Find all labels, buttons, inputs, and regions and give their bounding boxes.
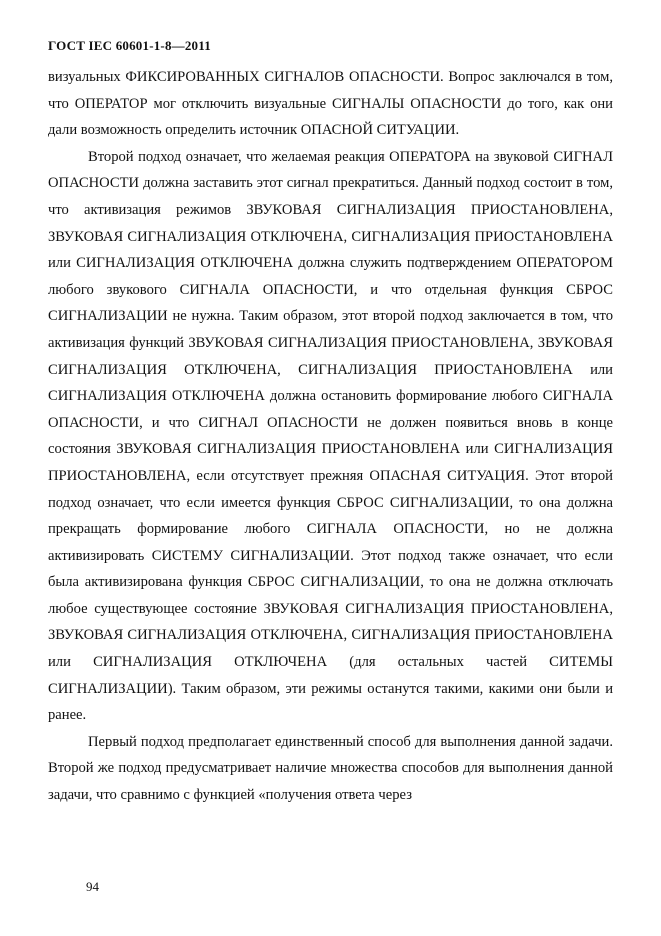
document-header-title: ГОСТ IEC 60601-1-8—2011: [48, 38, 211, 53]
paragraph-continuation: визуальных ФИКСИРОВАННЫХ СИГНАЛОВ ОПАСНОСТИ. Вопрос заключался в том, что ОПЕРАТОР мог отключить визуальные СИГНАЛЫ ОПАСНОСТИ до того, как они дали возможность определить источник ОПАСНОЙ СИТУАЦИИ.: [48, 69, 613, 139]
document-body: [48, 64, 613, 809]
page-number: 94: [86, 879, 99, 894]
paragraph-second-approach: Второй подход означает, что желаемая реакция ОПЕРАТОРА на звуковой СИГНАЛ ОПАСНОСТИ должна заставить этот сигнал прекратиться. Данный подход состоит в том, что активизация режимов ЗВУКОВАЯ СИГНАЛИЗАЦИЯ ПРИОСТАНОВЛЕНА, ЗВУКОВАЯ СИГНАЛИЗАЦИЯ ОТКЛЮЧЕНА, СИГНАЛИЗАЦИЯ ПРИОСТАНОВЛЕНА или СИГНАЛИЗАЦИЯ ОТКЛЮЧЕНА должна служить подтверждением ОПЕРАТОРОМ любого звукового СИГНАЛА ОПАСНОСТИ, и что отдельная функция СБРОС СИГНАЛИЗАЦИИ не нужна. Таким образом, этот второй подход заключается в том, что активизация функций ЗВУКОВАЯ СИГНАЛИЗАЦИЯ ПРИОСТАНОВЛЕНА, ЗВУКОВАЯ СИГНАЛИЗАЦИЯ ОТКЛЮЧЕНА, СИГНАЛИЗАЦИЯ ПРИОСТАНОВЛЕНА или СИГНАЛИЗАЦИЯ ОТКЛЮЧЕНА должна остановить формирование любого СИГНАЛА ОПАСНОСТИ, и что СИГНАЛ ОПАСНОСТИ не должен появиться вновь в конце состояния ЗВУКОВАЯ СИГНАЛИЗАЦИЯ ПРИОСТАНОВЛЕНА или СИГНАЛИЗАЦИЯ ПРИОСТАНОВЛЕНА, если отсутствует прежняя ОПАСНАЯ СИТУАЦИЯ. Этот второй подход означает, что если имеется функция СБРОС СИГНАЛИЗАЦИИ, то она должна прекращать формирование любого СИГНАЛА ОПАСНОСТИ, но не должна активизировать СИСТЕМУ СИГНАЛИЗАЦИИ. Этот подход также означает, что если была активизирована функция СБРОС СИГНАЛИЗАЦИИ, то она не должна отключать любое существующее состояние ЗВУКОВАЯ СИГНАЛИЗАЦИЯ ПРИОСТАНОВЛЕНА, ЗВУКОВАЯ СИГНАЛИЗАЦИЯ ОТКЛЮЧЕНА, СИГНАЛИЗАЦИЯ ПРИОСТАНОВЛЕНА или СИГНАЛИЗАЦИЯ ОТКЛЮЧЕНА (для остальных частей СИТЕМЫ СИГНАЛИЗАЦИИ). Таким образом, эти режимы останутся такими, какими они были и ранее.: [48, 148, 613, 724]
paragraph-first-approach: Первый подход предполагает единственный способ для выполнения данной задачи. Второй же подход предусматривает наличие множества способов для выполнения данной задачи, что сравнимо с функцией «получения ответа через: [48, 733, 613, 804]
